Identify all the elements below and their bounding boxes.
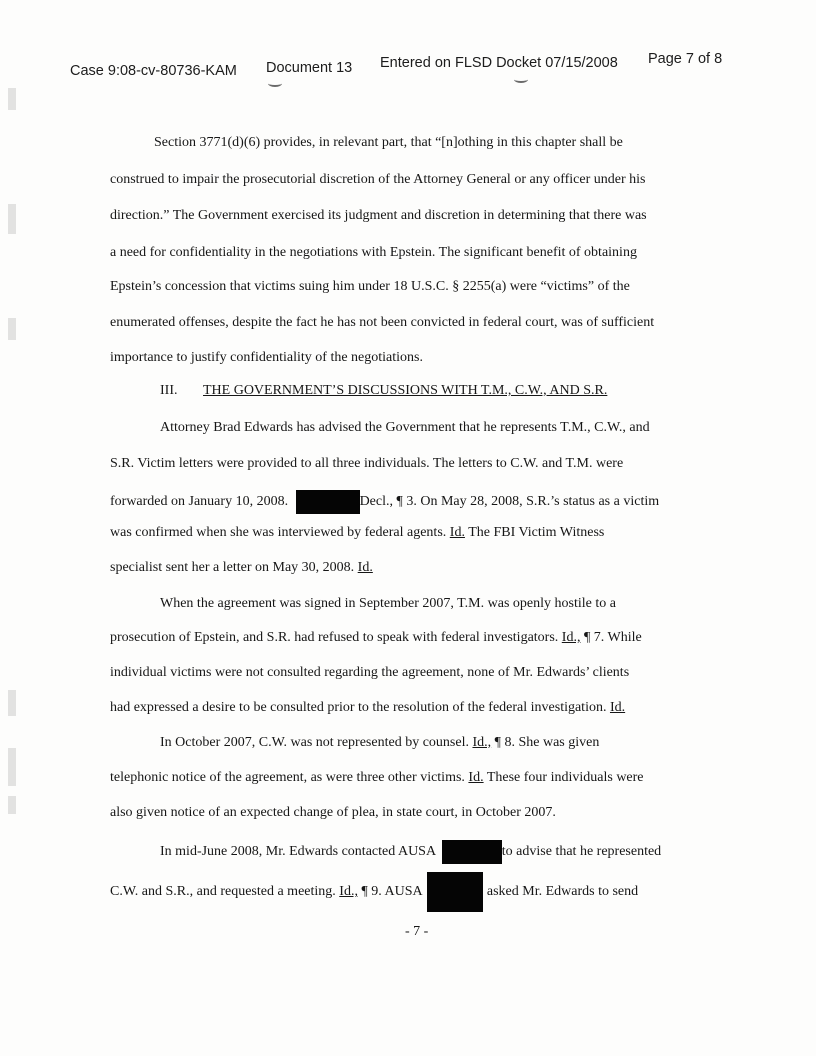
body-line: a need for confidentiality in the negotiations with Epstein. The significant benefit of obtaining	[110, 245, 637, 260]
section-number: III.	[160, 383, 178, 398]
body-line: importance to justify confidentiality of the negotiations.	[110, 350, 423, 365]
citation-id: Id.	[609, 700, 626, 715]
body-line: had expressed a desire to be consulted prior to the resolution of the federal investigation. Id.	[110, 700, 626, 715]
page-number: - 7 -	[405, 924, 429, 939]
header-page-count: Page 7 of 8	[648, 51, 723, 67]
body-line: telephonic notice of the agreement, as were three other victims. Id. These four individuals were	[110, 770, 644, 785]
citation-id: Id.	[468, 770, 484, 785]
redaction-box	[296, 490, 360, 514]
scan-artifact	[8, 796, 16, 814]
citation-id: Id.	[449, 525, 465, 540]
scan-artifact	[8, 204, 16, 234]
body-line: individual victims were not consulted regarding the agreement, none of Mr. Edwards’ clients	[110, 665, 630, 680]
body-line: was confirmed when she was interviewed by federal agents. Id. The FBI Victim Witness	[110, 525, 605, 540]
citation-id: Id.,	[561, 630, 581, 645]
header-entered-docket: Entered on FLSD Docket 07/15/2008	[380, 55, 618, 71]
stamp-mark	[514, 76, 528, 83]
body-line: specialist sent her a letter on May 30, 2008. Id.	[110, 560, 373, 575]
redaction-box	[442, 840, 502, 864]
scan-artifact	[8, 748, 16, 786]
body-line: Attorney Brad Edwards has advised the Government that he represents T.M., C.W., and	[160, 420, 650, 435]
section-heading	[160, 383, 607, 399]
body-line: Epstein’s concession that victims suing him under 18 U.S.C. § 2255(a) were “victims” of the	[110, 279, 630, 294]
body-line: construed to impair the prosecutorial discretion of the Attorney General or any officer under his	[110, 172, 646, 187]
body-line: C.W. and S.R., and requested a meeting. Id., ¶ 9. AUSA asked Mr. Edwards to send	[110, 872, 638, 912]
scan-artifact	[8, 318, 16, 340]
body-line: In mid-June 2008, Mr. Edwards contacted AUSA to advise that he represented	[160, 840, 661, 864]
scan-artifact	[8, 690, 16, 716]
body-line: S.R. Victim letters were provided to all three individuals. The letters to C.W. and T.M. were	[110, 456, 624, 471]
citation-id: Id.	[357, 560, 373, 575]
redaction-box	[427, 872, 483, 912]
citation-id: Id.,	[339, 884, 358, 900]
citation-id: Id.,	[472, 735, 492, 750]
body-line: also given notice of an expected change of plea, in state court, in October 2007.	[110, 805, 556, 820]
section-title: THE GOVERNMENT’S DISCUSSIONS WITH T.M., C.W., AND S.R.	[203, 383, 608, 398]
scan-artifact	[8, 88, 16, 110]
body-line: prosecution of Epstein, and S.R. had refused to speak with federal investigators. Id., ¶ 7. While	[110, 630, 642, 645]
header-document-number: Document 13	[266, 60, 353, 76]
body-line: When the agreement was signed in September 2007, T.M. was openly hostile to a	[160, 596, 616, 611]
body-line: enumerated offenses, despite the fact he has not been convicted in federal court, was of sufficient	[110, 315, 655, 330]
body-line: forwarded on January 10, 2008. Decl., ¶ 3. On May 28, 2008, S.R.’s status as a victim	[110, 490, 659, 514]
body-line: Section 3771(d)(6) provides, in relevant part, that “[n]othing in this chapter shall be	[154, 135, 623, 150]
body-line: direction.” The Government exercised its judgment and discretion in determining that there was	[110, 208, 647, 223]
body-line: In October 2007, C.W. was not represented by counsel. Id., ¶ 8. She was given	[160, 735, 600, 750]
stamp-mark	[268, 80, 282, 87]
header-case-number: Case 9:08-cv-80736-KAM	[70, 63, 237, 79]
